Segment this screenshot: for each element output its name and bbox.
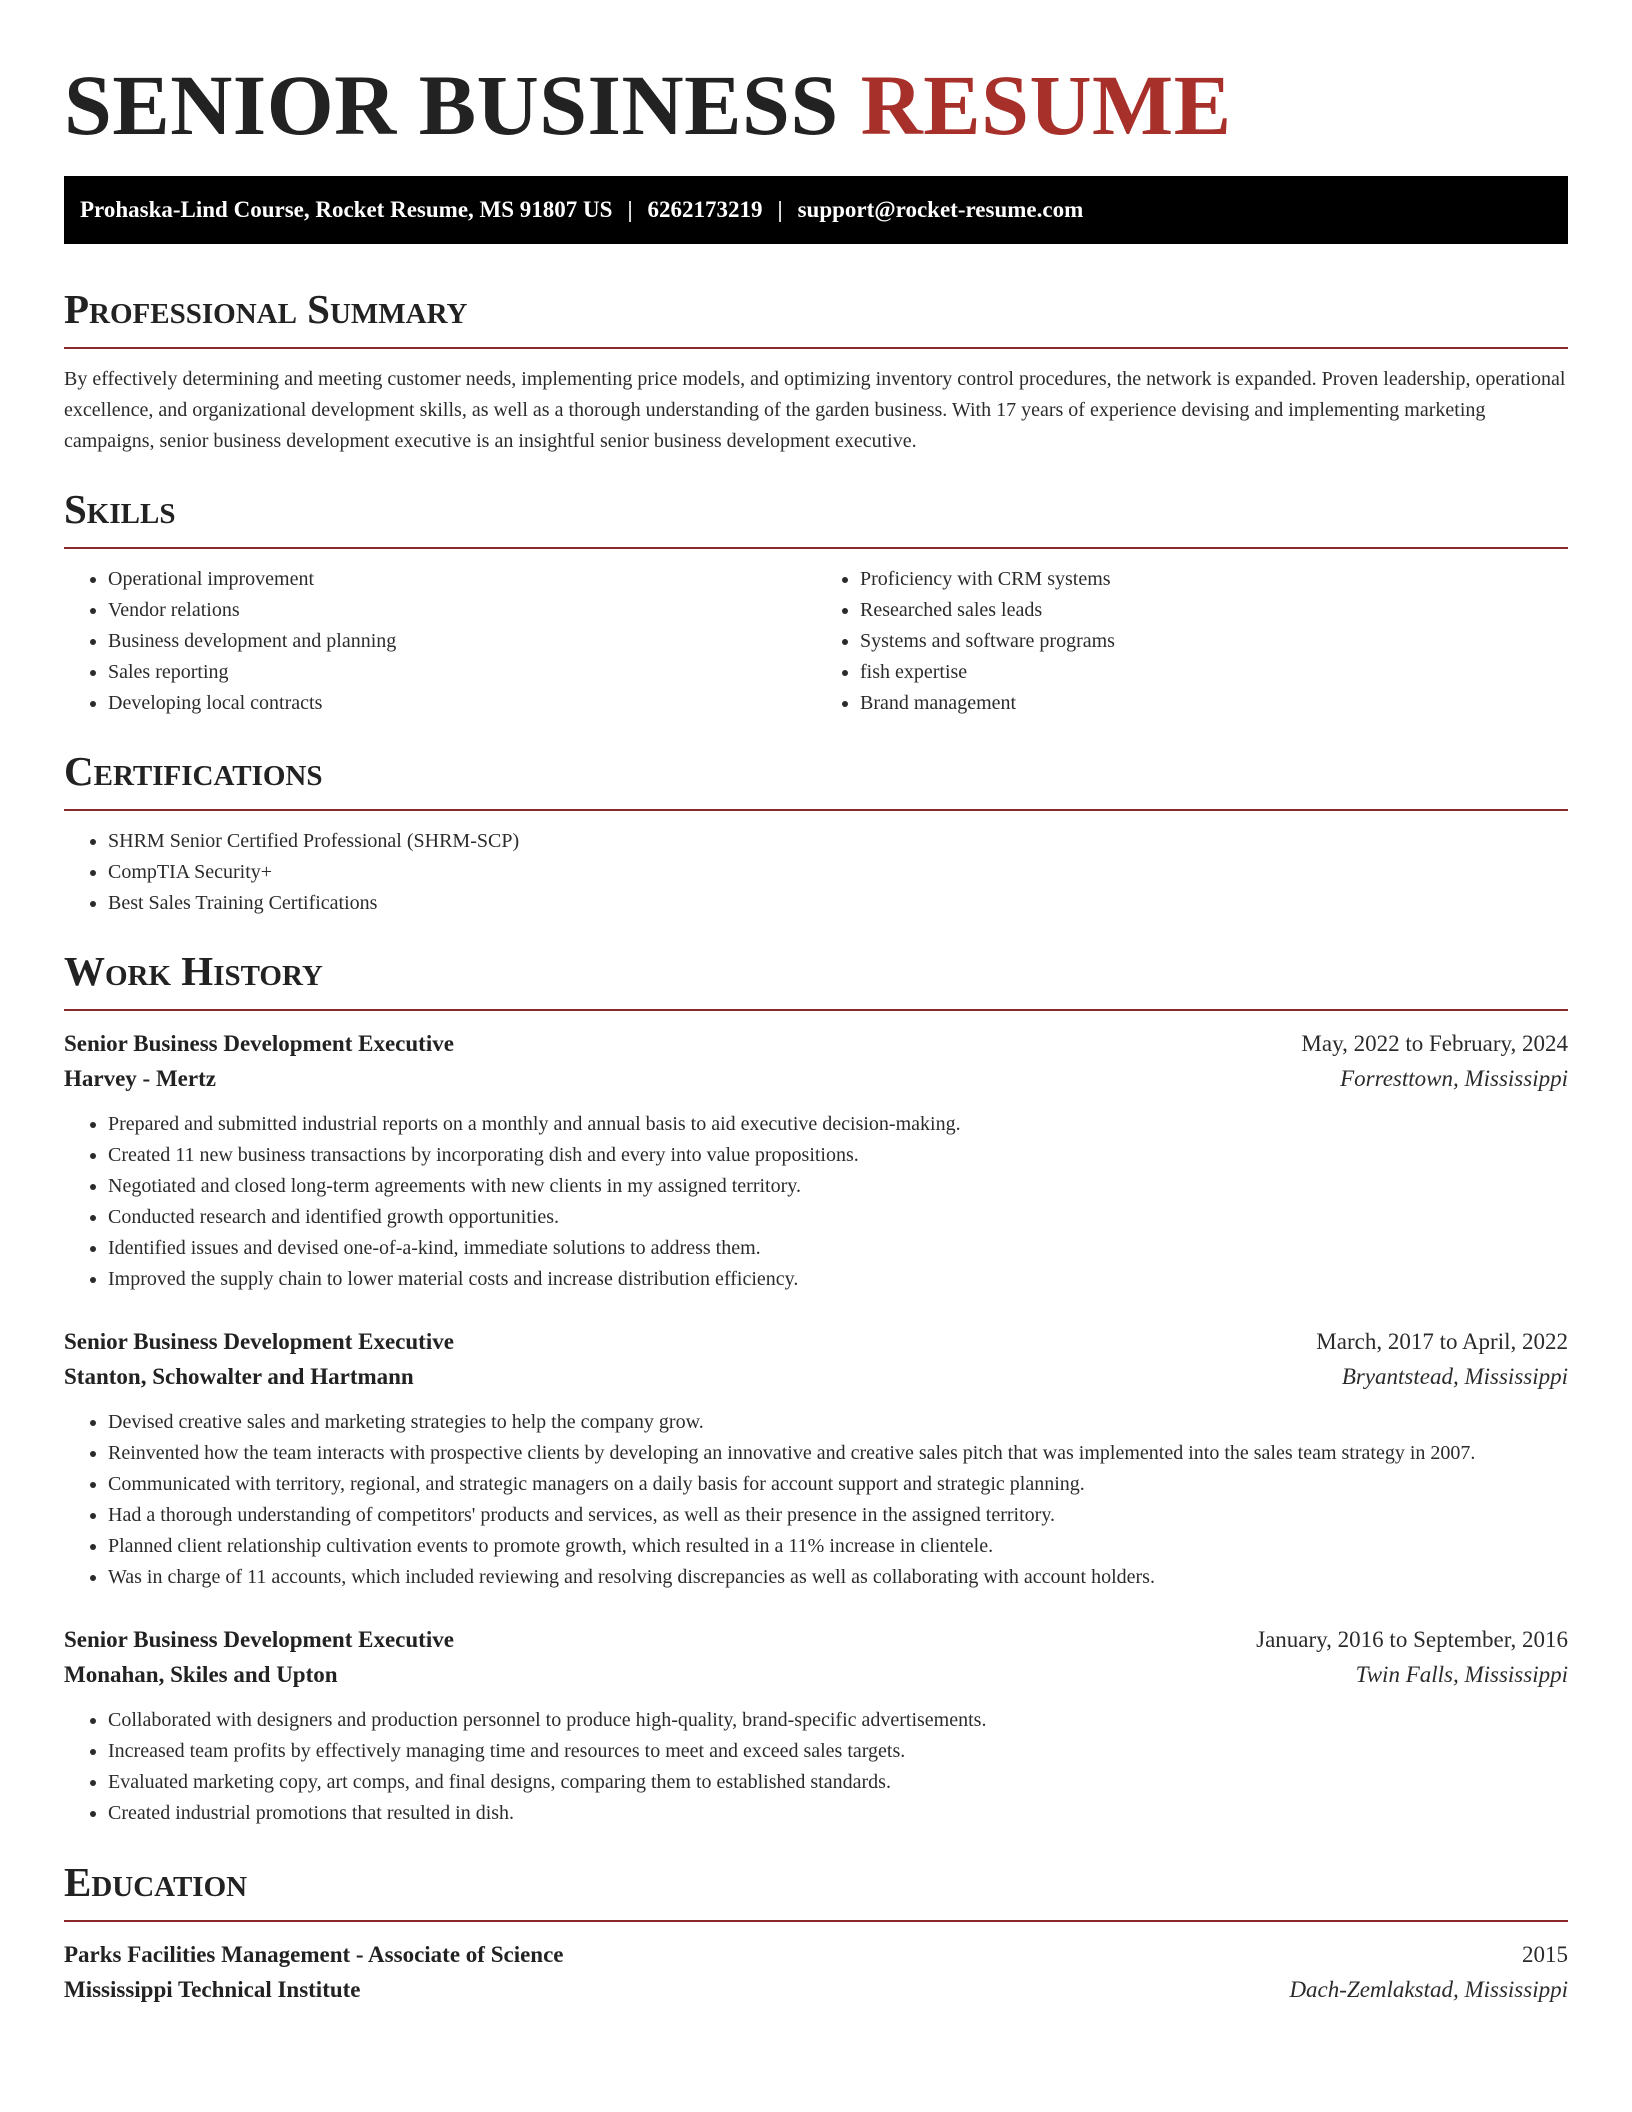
job-company: Monahan, Skiles and Upton (64, 1662, 338, 1687)
job-title: Senior Business Development Executive (64, 1627, 454, 1652)
contact-phone: 6262173219 (647, 197, 763, 222)
skills-grid (64, 564, 1568, 719)
job-title: Senior Business Development Executive (64, 1031, 454, 1056)
education-section (64, 1858, 1568, 2007)
job-entry (64, 1026, 1568, 1295)
job-bullet: • Collaborated with designers and production personnel to produce high-quality, brand-specific advertisements. (108, 1705, 1568, 1736)
job-entry (64, 1622, 1568, 1829)
education-degree-row (64, 1937, 1568, 1972)
job-bullet: • Identified issues and devised one-of-a-kind, immediate solutions to address them. (108, 1233, 1568, 1264)
section-divider (64, 1920, 1568, 1922)
job-bullet: • Reinvented how the team interacts with prospective clients by developing an innovative and creative sales pitch that was implemented into the sales team strategy in 2007. (108, 1438, 1568, 1469)
skill-item: • Vendor relations (108, 595, 816, 626)
job-dates: March, 2017 to April, 2022 (1316, 1329, 1568, 1354)
skill-item: • Business development and planning (108, 626, 816, 657)
section-divider (64, 347, 1568, 349)
certification-item: • SHRM Senior Certified Professional (SHRM-SCP) (108, 826, 1568, 857)
section-heading-work-history: Work History (64, 948, 323, 994)
job-bullets (64, 1109, 1568, 1295)
title-accent: RESUME (860, 57, 1232, 153)
job-bullet: • Created 11 new business transactions by incorporating dish and every into value propositions. (108, 1140, 1568, 1171)
certifications-section (64, 747, 1568, 919)
section-divider (64, 1009, 1568, 1011)
job-bullets (64, 1705, 1568, 1829)
skill-item: • Brand management (860, 688, 1568, 719)
job-location: Forresttown, Mississippi (1340, 1066, 1568, 1091)
job-bullet: • Prepared and submitted industrial reports on a monthly and annual basis to aid executive decision-making. (108, 1109, 1568, 1140)
education-school: Mississippi Technical Institute (64, 1977, 361, 2002)
certification-item: • Best Sales Training Certifications (108, 888, 1568, 919)
skill-item: • Developing local contracts (108, 688, 816, 719)
certifications-list (64, 826, 1568, 919)
job-location: Bryantstead, Mississippi (1341, 1364, 1568, 1389)
job-bullet: • Increased team profits by effectively managing time and resources to meet and exceed sales targets. (108, 1736, 1568, 1767)
resume-title (64, 55, 1568, 155)
contact-separator: | (627, 197, 633, 222)
job-bullet: • Had a thorough understanding of competitors' products and services, as well as their presence in the assigned territory. (108, 1500, 1568, 1531)
section-divider (64, 547, 1568, 549)
job-company-row (64, 1359, 1568, 1394)
section-heading-summary: Professional Summary (64, 286, 468, 332)
section-heading-skills: Skills (64, 486, 176, 532)
work-history-section (64, 947, 1568, 1829)
job-header-row (64, 1622, 1568, 1657)
summary-text: By effectively determining and meeting customer needs, implementing price models, and optimizing inventory control procedures, the network is expanded. Proven leadership, operational excellence, and organizational development skills, as well as a thorough understanding of the garden business. With 17 years of experience devising and implementing marketing campaigns, senior business development executive is an insightful senior business development executive. (64, 368, 1566, 452)
job-company-row (64, 1061, 1568, 1096)
summary-section (64, 285, 1568, 457)
job-company: Stanton, Schowalter and Hartmann (64, 1364, 414, 1389)
job-bullet: • Negotiated and closed long-term agreements with new clients in my assigned territory. (108, 1171, 1568, 1202)
job-company-row (64, 1657, 1568, 1692)
section-divider (64, 809, 1568, 811)
contact-separator: | (777, 197, 783, 222)
job-bullet: • Was in charge of 11 accounts, which included reviewing and resolving discrepancies as well as collaborating with account holders. (108, 1562, 1568, 1593)
education-school-row (64, 1972, 1568, 2007)
job-header-row (64, 1324, 1568, 1359)
job-bullet: • Conducted research and identified growth opportunities. (108, 1202, 1568, 1233)
job-bullet: • Planned client relationship cultivation events to promote growth, which resulted in a 11% increase in clientele. (108, 1531, 1568, 1562)
skill-item: • Researched sales leads (860, 595, 1568, 626)
skill-item: • fish expertise (860, 657, 1568, 688)
skill-item: • Systems and software programs (860, 626, 1568, 657)
job-bullet: • Created industrial promotions that resulted in dish. (108, 1798, 1568, 1829)
certification-item: • CompTIA Security+ (108, 857, 1568, 888)
job-bullet: • Improved the supply chain to lower material costs and increase distribution efficiency. (108, 1264, 1568, 1295)
job-company: Harvey - Mertz (64, 1066, 216, 1091)
contact-bar (64, 176, 1568, 244)
job-dates: January, 2016 to September, 2016 (1256, 1627, 1568, 1652)
education-location: Dach-Zemlakstad, Mississippi (1289, 1977, 1568, 2002)
job-header-row (64, 1026, 1568, 1061)
job-title: Senior Business Development Executive (64, 1329, 454, 1354)
skill-item: • Operational improvement (108, 564, 816, 595)
skills-list-right (816, 564, 1568, 719)
contact-address: Prohaska-Lind Course, Rocket Resume, MS 91807 US (80, 197, 613, 222)
job-dates: May, 2022 to February, 2024 (1301, 1031, 1568, 1056)
skills-list-left (64, 564, 816, 719)
section-heading-education: Education (64, 1859, 248, 1905)
job-location: Twin Falls, Mississippi (1355, 1662, 1568, 1687)
section-heading-certifications: Certifications (64, 748, 323, 794)
title-main: SENIOR BUSINESS (64, 57, 839, 153)
job-bullets (64, 1407, 1568, 1593)
skill-item: • Sales reporting (108, 657, 816, 688)
education-year: 2015 (1522, 1942, 1568, 1967)
skill-item: • Proficiency with CRM systems (860, 564, 1568, 595)
job-bullet: • Evaluated marketing copy, art comps, and final designs, comparing them to established standards. (108, 1767, 1568, 1798)
job-bullet: • Devised creative sales and marketing strategies to help the company grow. (108, 1407, 1568, 1438)
skills-section (64, 485, 1568, 719)
job-entry (64, 1324, 1568, 1593)
education-degree: Parks Facilities Management - Associate of Science (64, 1942, 564, 1967)
contact-email: support@rocket-resume.com (797, 197, 1084, 222)
job-bullet: • Communicated with territory, regional, and strategic managers on a daily basis for account support and strategic planning. (108, 1469, 1568, 1500)
